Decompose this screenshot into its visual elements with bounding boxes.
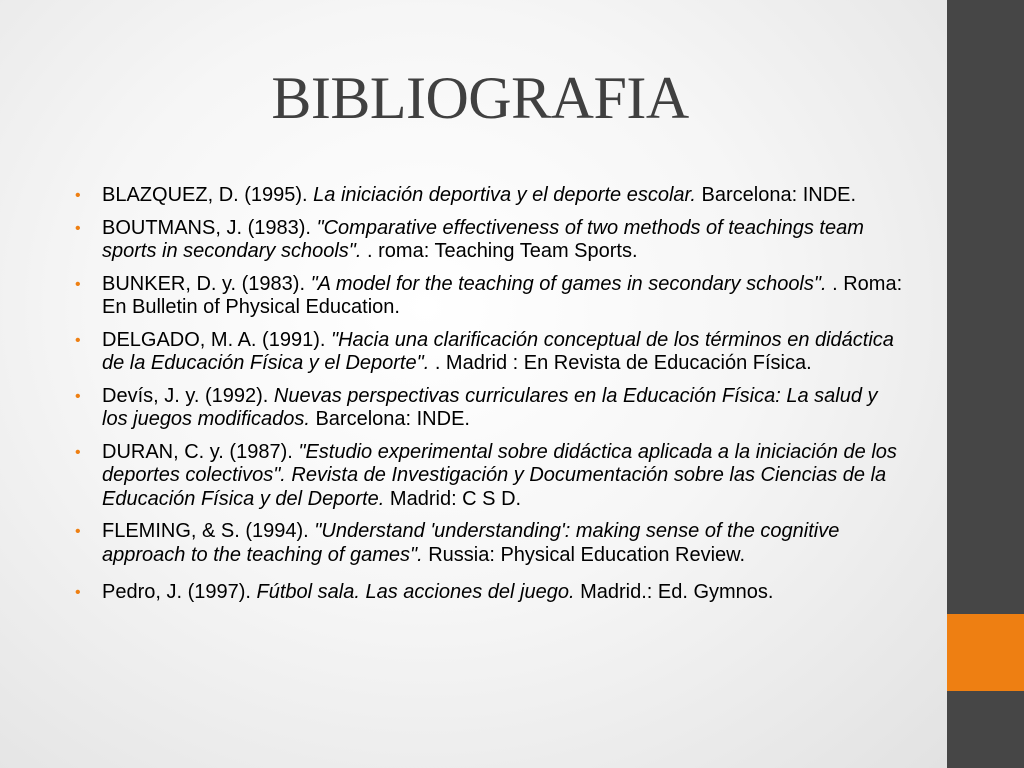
reference-item	[75, 329, 905, 376]
reference-publisher: Barcelona: INDE.	[695, 184, 857, 206]
reference-publisher: . roma: Teaching Team Sports.	[361, 240, 638, 262]
bullet-icon: •	[75, 387, 81, 405]
reference-title: "Understand 'understanding': making sense of the cognitive approach to the teaching of games".	[102, 520, 840, 566]
reference-item	[75, 273, 905, 320]
reference-title: "Comparative effectiveness of two methods of teachings team sports in secondary schools".	[102, 216, 864, 262]
reference-title: La iniciación deportiva y el deporte escolar.	[313, 184, 696, 206]
reference-publisher: Madrid.: Ed. Gymnos.	[574, 581, 774, 603]
reference-title: "Hacia una clarificación conceptual de los términos en didáctica de la Educación Física y el Deporte".	[102, 328, 894, 374]
bullet-icon: •	[75, 584, 81, 601]
reference-item	[75, 385, 905, 432]
reference-item	[75, 441, 905, 512]
reference-title: Nuevas perspectivas curriculares en la Educación Física: La salud y los juegos modificados.	[102, 384, 878, 430]
reference-author: BLAZQUEZ, D. (1995).	[102, 184, 314, 206]
bullet-icon: •	[75, 331, 81, 349]
side-accent-block	[947, 614, 1024, 691]
slide-title: BIBLIOGRAFIA	[271, 65, 689, 131]
reference-author: FLEMING, & S. (1994).	[102, 520, 315, 542]
bullet-icon: •	[75, 275, 81, 293]
reference-title: "Estudio experimental sobre didáctica aplicada a la iniciación de los deportes colectivos". Revista de Investigación y Documentación sobre las Ciencias de la Educación Física y del Deporte.	[102, 440, 897, 510]
reference-title: "A model for the teaching of games in secondary schools".	[310, 272, 827, 295]
reference-title: Fútbol sala. Las acciones del juego.	[256, 581, 575, 603]
reference-author: Pedro, J. (1997).	[102, 581, 257, 603]
reference-item	[75, 581, 905, 605]
reference-author: Devís, J. y. (1992).	[102, 384, 274, 407]
reference-list	[75, 184, 905, 614]
reference-author: DELGADO, M. A. (1991).	[102, 328, 331, 351]
reference-publisher: Madrid: C S D.	[384, 487, 522, 510]
reference-item	[75, 184, 905, 208]
bullet-icon: •	[75, 523, 81, 540]
reference-author: DURAN, C. y. (1987).	[102, 440, 299, 463]
bullet-icon: •	[75, 219, 81, 237]
reference-publisher: Russia: Physical Education Review.	[422, 543, 746, 566]
reference-author: BOUTMANS, J. (1983).	[102, 216, 317, 239]
reference-author: BUNKER, D. y. (1983).	[102, 272, 311, 295]
reference-publisher: . Roma: En Bulletin of Physical Education.	[102, 272, 903, 318]
reference-item	[75, 217, 905, 264]
bullet-icon: •	[75, 187, 81, 204]
reference-item	[75, 520, 905, 567]
reference-publisher: . Madrid : En Revista de Educación Física.	[429, 352, 812, 374]
reference-publisher: Barcelona: INDE.	[309, 408, 470, 430]
bullet-icon: •	[75, 443, 81, 461]
